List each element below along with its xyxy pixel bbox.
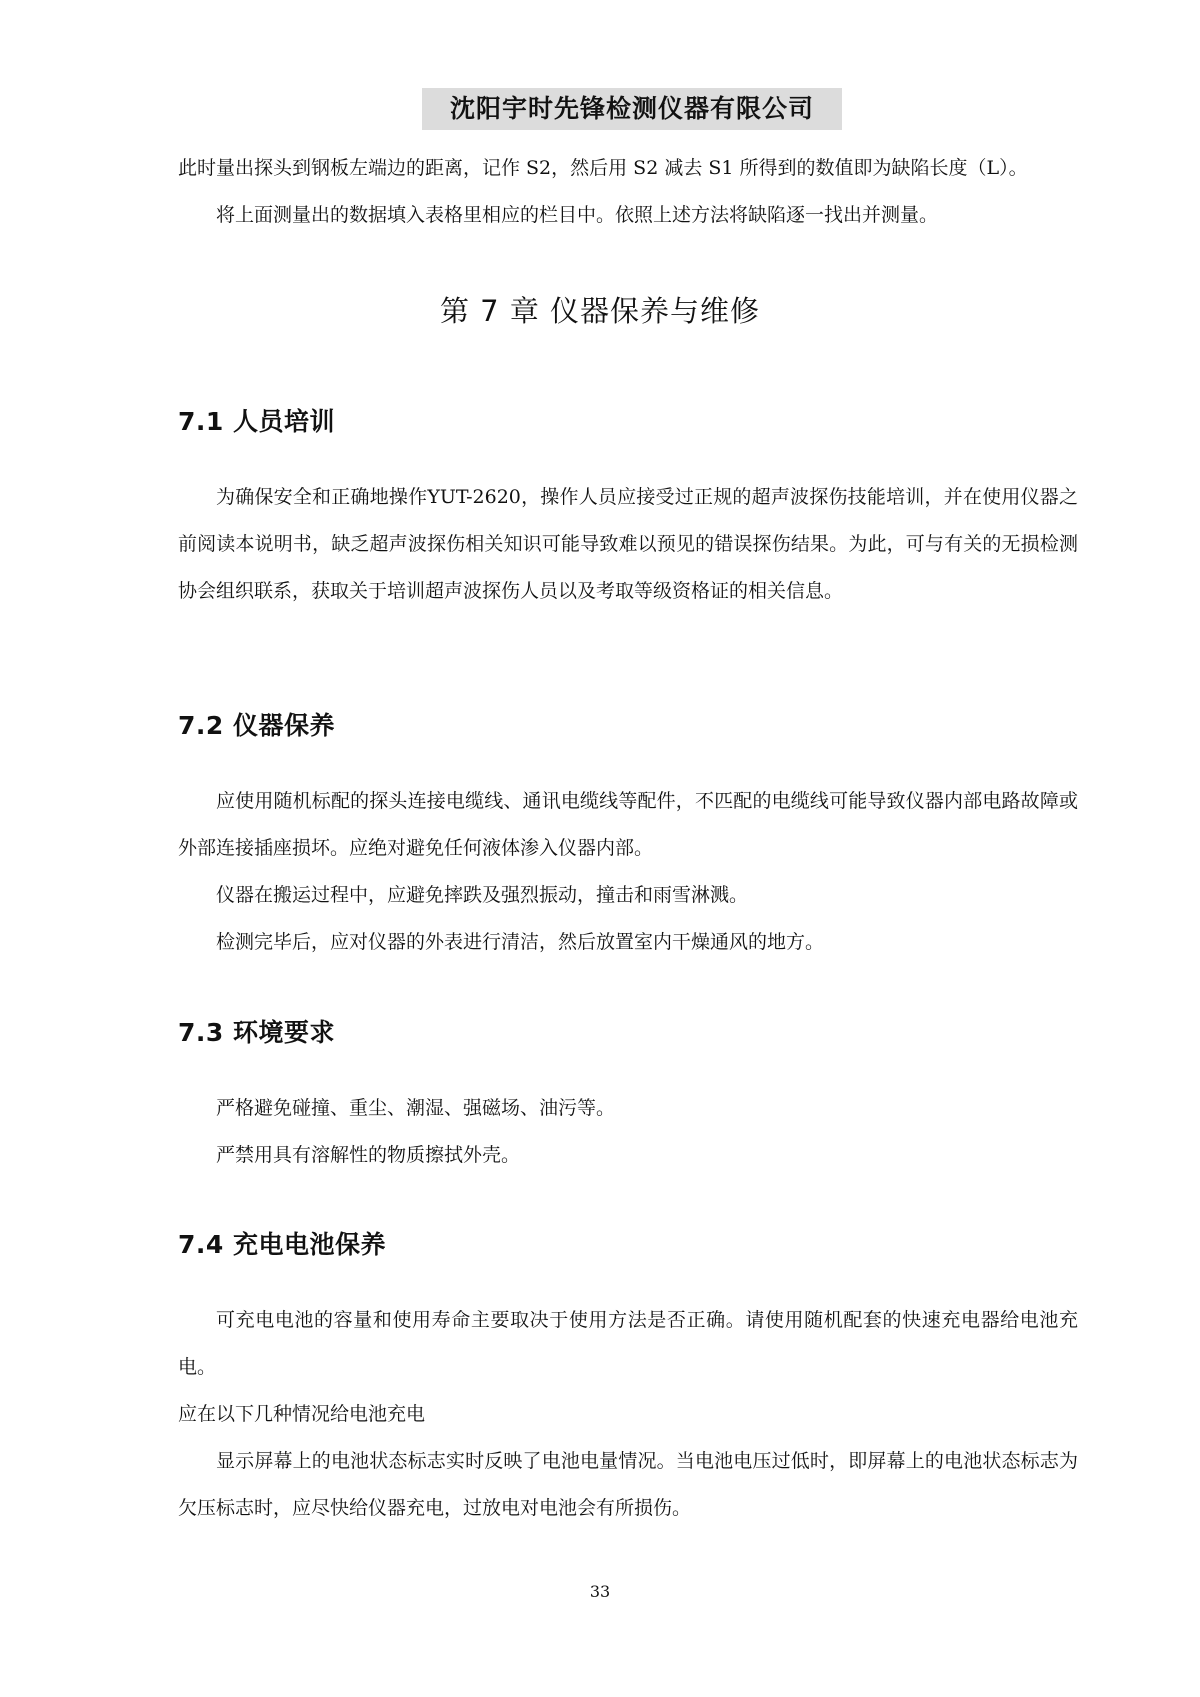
section-7-3-paragraph-2: 严禁用具有溶解性的物质擦拭外壳。 (216, 1144, 521, 1166)
intro-paragraph-1: 此时量出探头到钢板左端边的距离，记作 S2，然后用 S2 减去 S1 所得到的数值即为缺陷长度（L）。 (178, 157, 1028, 179)
section-title-7-3: 7.3 环境要求 (178, 1018, 335, 1047)
intro-text (178, 145, 1078, 239)
section-title-7-1: 7.1 人员培训 (178, 407, 335, 436)
section-7-4-paragraph-2: 应在以下几种情况给电池充电 (178, 1403, 426, 1425)
section-7-4-body (178, 1297, 1078, 1532)
section-7-3-paragraph-1: 严格避免碰撞、重尘、潮湿、强磁场、油污等。 (216, 1097, 616, 1119)
section-7-2-paragraph-2: 仪器在搬运过程中，应避免摔跌及强烈振动，撞击和雨雪淋溅。 (216, 884, 749, 906)
section-7-2-paragraph-3: 检测完毕后，应对仪器的外表进行清洁，然后放置室内干燥通风的地方。 (216, 931, 825, 953)
section-7-4-paragraph-3: 显示屏幕上的电池状态标志实时反映了电池电量情况。当电池电压过低时，即屏幕上的电池状态标志为欠压标志时，应尽快给仪器充电，过放电对电池会有所损伤。 (178, 1450, 1078, 1519)
section-7-1-paragraph-1: 为确保安全和正确地操作YUT-2620，操作人员应接受过正规的超声波探伤技能培训，并在使用仪器之前阅读本说明书，缺乏超声波探伤相关知识可能导致难以预见的错误探伤结果。为此，可与有关的无损检测协会组织联系，获取关于培训超声波探伤人员以及考取等级资格证的相关信息。 (178, 486, 1078, 602)
section-7-2-body (178, 778, 1078, 966)
chapter-title: 第 7 章 仪器保养与维修 (439, 294, 761, 328)
company-header: 沈阳宇时先锋检测仪器有限公司 (422, 88, 842, 130)
section-title-7-4: 7.4 充电电池保养 (178, 1230, 386, 1259)
section-7-4-paragraph-1: 可充电电池的容量和使用寿命主要取决于使用方法是否正确。请使用随机配套的快速充电器给电池充电。 (178, 1309, 1078, 1378)
section-7-3-body (178, 1085, 1078, 1179)
section-7-1-body (178, 474, 1078, 615)
section-7-2-paragraph-1: 应使用随机标配的探头连接电缆线、通讯电缆线等配件，不匹配的电缆线可能导致仪器内部电路故障或外部连接插座损坏。应绝对避免任何液体渗入仪器内部。 (178, 790, 1078, 859)
intro-paragraph-2: 将上面测量出的数据填入表格里相应的栏目中。依照上述方法将缺陷逐一找出并测量。 (216, 204, 939, 226)
page-number: 33 (589, 1582, 611, 1601)
section-title-7-2: 7.2 仪器保养 (178, 711, 335, 740)
